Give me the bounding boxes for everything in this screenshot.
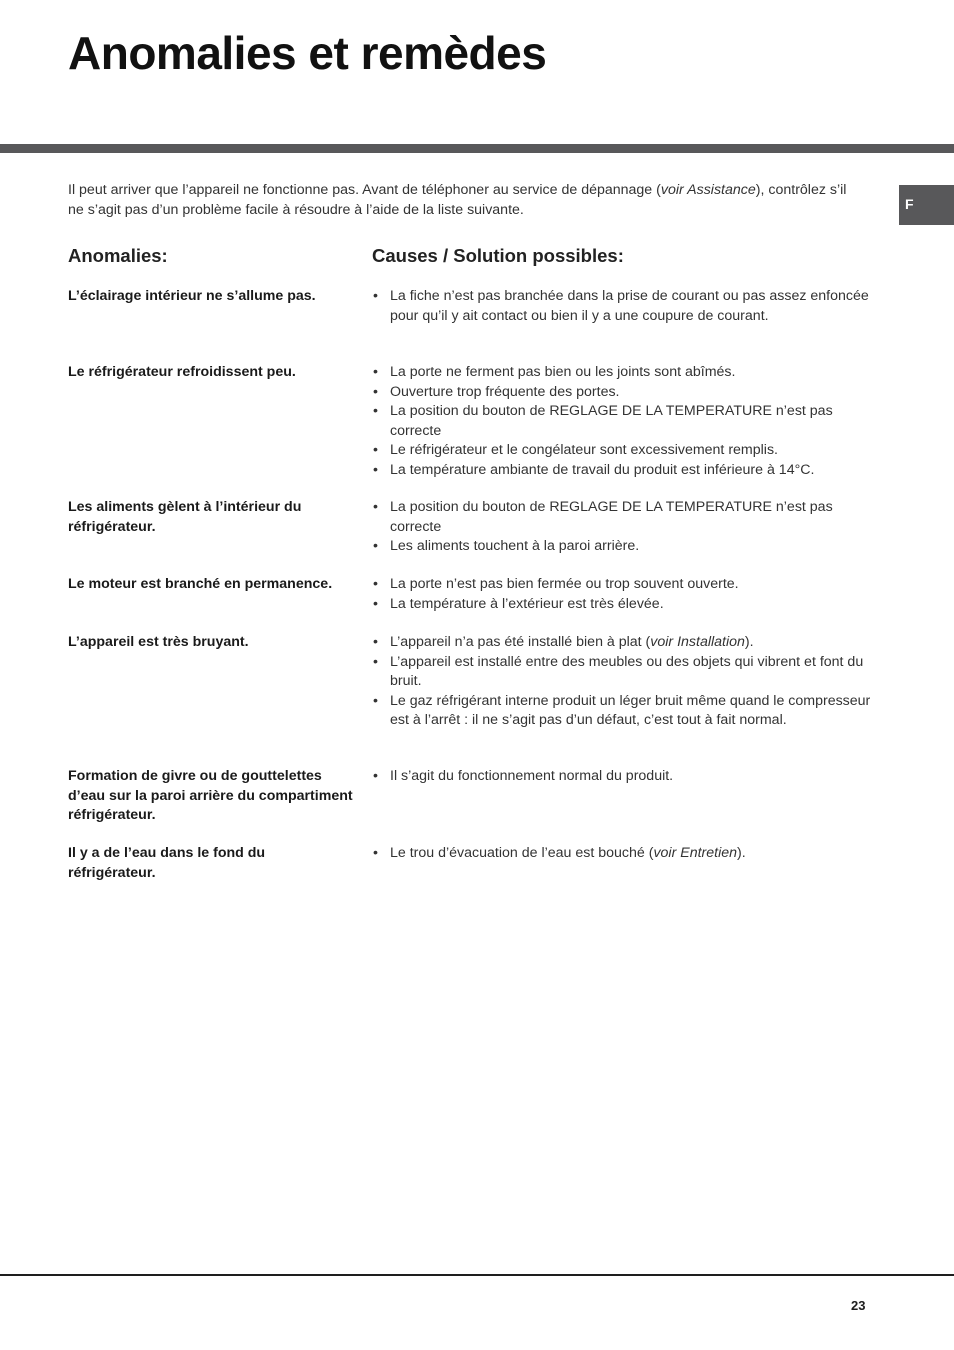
- bullet-icon: •: [373, 653, 378, 670]
- bullet-icon: •: [373, 845, 378, 861]
- solution-list: [372, 844, 882, 864]
- solution-item: [372, 595, 882, 615]
- solution-item: [372, 575, 882, 595]
- bullet-icon: •: [373, 288, 378, 304]
- solution-list: [372, 287, 882, 326]
- problem-text: Formation de givre ou de gouttelettes d’eau sur la paroi arrière du compartiment réfrigérateur.: [68, 768, 353, 823]
- intro-reference: voir Assistance: [660, 182, 756, 198]
- solution-list: [372, 575, 882, 614]
- bullet-icon: •: [373, 634, 378, 650]
- bullet-icon: •: [373, 461, 378, 478]
- solution-reference: voir Installation: [650, 634, 745, 650]
- solution-item: [372, 383, 882, 403]
- solution-text: La position du bouton de REGLAGE DE LA TEMPERATURE n’est pas correcte: [390, 403, 833, 439]
- bullet-icon: •: [373, 692, 378, 709]
- solution-text: Le réfrigérateur et le congélateur sont excessivement remplis.: [390, 442, 778, 458]
- solution-text: La position du bouton de REGLAGE DE LA TEMPERATURE n’est pas correcte: [390, 499, 833, 535]
- solution-text: Ouverture trop fréquente des portes.: [390, 383, 620, 400]
- solution-list: [372, 363, 882, 480]
- intro-text-before: Il peut arriver que l’appareil ne fonctionne pas. Avant de téléphoner au service de dépannage (: [68, 182, 661, 198]
- solution-text: Les aliments touchent à la paroi arrière.: [390, 538, 640, 554]
- solution-item: [372, 402, 882, 441]
- solution-item: [372, 844, 882, 864]
- solution-text: La porte ne ferment pas bien ou les joints sont abîmés.: [390, 364, 736, 380]
- solution-item: [372, 461, 882, 481]
- solutions-column-heading: Causes / Solution possibles:: [372, 245, 624, 266]
- solution-item: [372, 767, 882, 787]
- solution-list: [372, 498, 882, 557]
- solution-item: [372, 363, 882, 383]
- solution-text-after: ).: [744, 634, 754, 650]
- page-title: Anomalies et remèdes: [68, 27, 547, 79]
- solution-text: La température à l’extérieur est très élevée.: [390, 595, 664, 612]
- problem-text: Le moteur est branché en permanence.: [68, 576, 333, 592]
- solution-text: Il s’agit du fonctionnement normal du produit.: [390, 768, 674, 784]
- solution-item: [372, 498, 882, 537]
- bullet-icon: •: [373, 499, 378, 515]
- header-rule: [0, 144, 954, 153]
- problems-column-heading: Anomalies:: [68, 245, 168, 266]
- solution-text: La fiche n’est pas branchée dans la prise de courant ou pas assez enfoncée pour qu’il y ait contact ou bien il y a une coupure de courant.: [390, 288, 869, 324]
- solution-item: [372, 537, 882, 557]
- footer-rule: [0, 1274, 954, 1276]
- solution-text: Le gaz réfrigérant interne produit un léger bruit même quand le compresseur est à l’arrêt : il ne s’agit pas d’un défaut, c’est tout à fait normal.: [390, 692, 871, 728]
- solution-text-after: ).: [737, 845, 746, 861]
- intro-text-after: ), contrôlez s’il ne s’agit pas d’un problème facile à résoudre à l’aide de la liste suivante.: [68, 182, 847, 218]
- solution-text: L’appareil est installé entre des meubles ou des objets qui vibrent et font du bruit.: [390, 653, 864, 689]
- intro-paragraph: [68, 180, 858, 220]
- problem-text: Le réfrigérateur refroidissent peu.: [68, 364, 296, 380]
- solution-text: Le trou d’évacuation de l’eau est bouché (: [390, 845, 654, 861]
- language-tab: F: [899, 185, 954, 225]
- solution-text: La température ambiante de travail du produit est inférieure à 14°C.: [390, 461, 815, 478]
- solution-item: [372, 653, 882, 692]
- solution-text: La porte n’est pas bien fermée ou trop souvent ouverte.: [390, 576, 739, 592]
- problem-text: L’éclairage intérieur ne s’allume pas.: [68, 288, 316, 304]
- problem-text: Il y a de l’eau dans le fond du réfrigérateur.: [68, 845, 266, 881]
- solution-item: [372, 692, 882, 731]
- bullet-icon: •: [373, 768, 378, 784]
- problem-text: Les aliments gèlent à l’intérieur du réfrigérateur.: [68, 499, 302, 535]
- bullet-icon: •: [373, 595, 378, 612]
- solution-item: [372, 633, 882, 653]
- bullet-icon: •: [373, 403, 378, 419]
- bullet-icon: •: [373, 364, 378, 380]
- solution-list: [372, 633, 882, 731]
- solution-item: [372, 287, 882, 326]
- bullet-icon: •: [373, 576, 378, 592]
- problem-text: L’appareil est très bruyant.: [68, 634, 249, 650]
- bullet-icon: •: [373, 383, 378, 400]
- solution-text: L’appareil n’a pas été installé bien à plat (: [390, 634, 651, 650]
- bullet-icon: •: [373, 442, 378, 458]
- bullet-icon: •: [373, 538, 378, 554]
- solution-item: [372, 441, 882, 461]
- solution-list: [372, 767, 882, 787]
- page-number: 23: [851, 1298, 866, 1313]
- solution-reference: voir Entretien: [653, 845, 738, 861]
